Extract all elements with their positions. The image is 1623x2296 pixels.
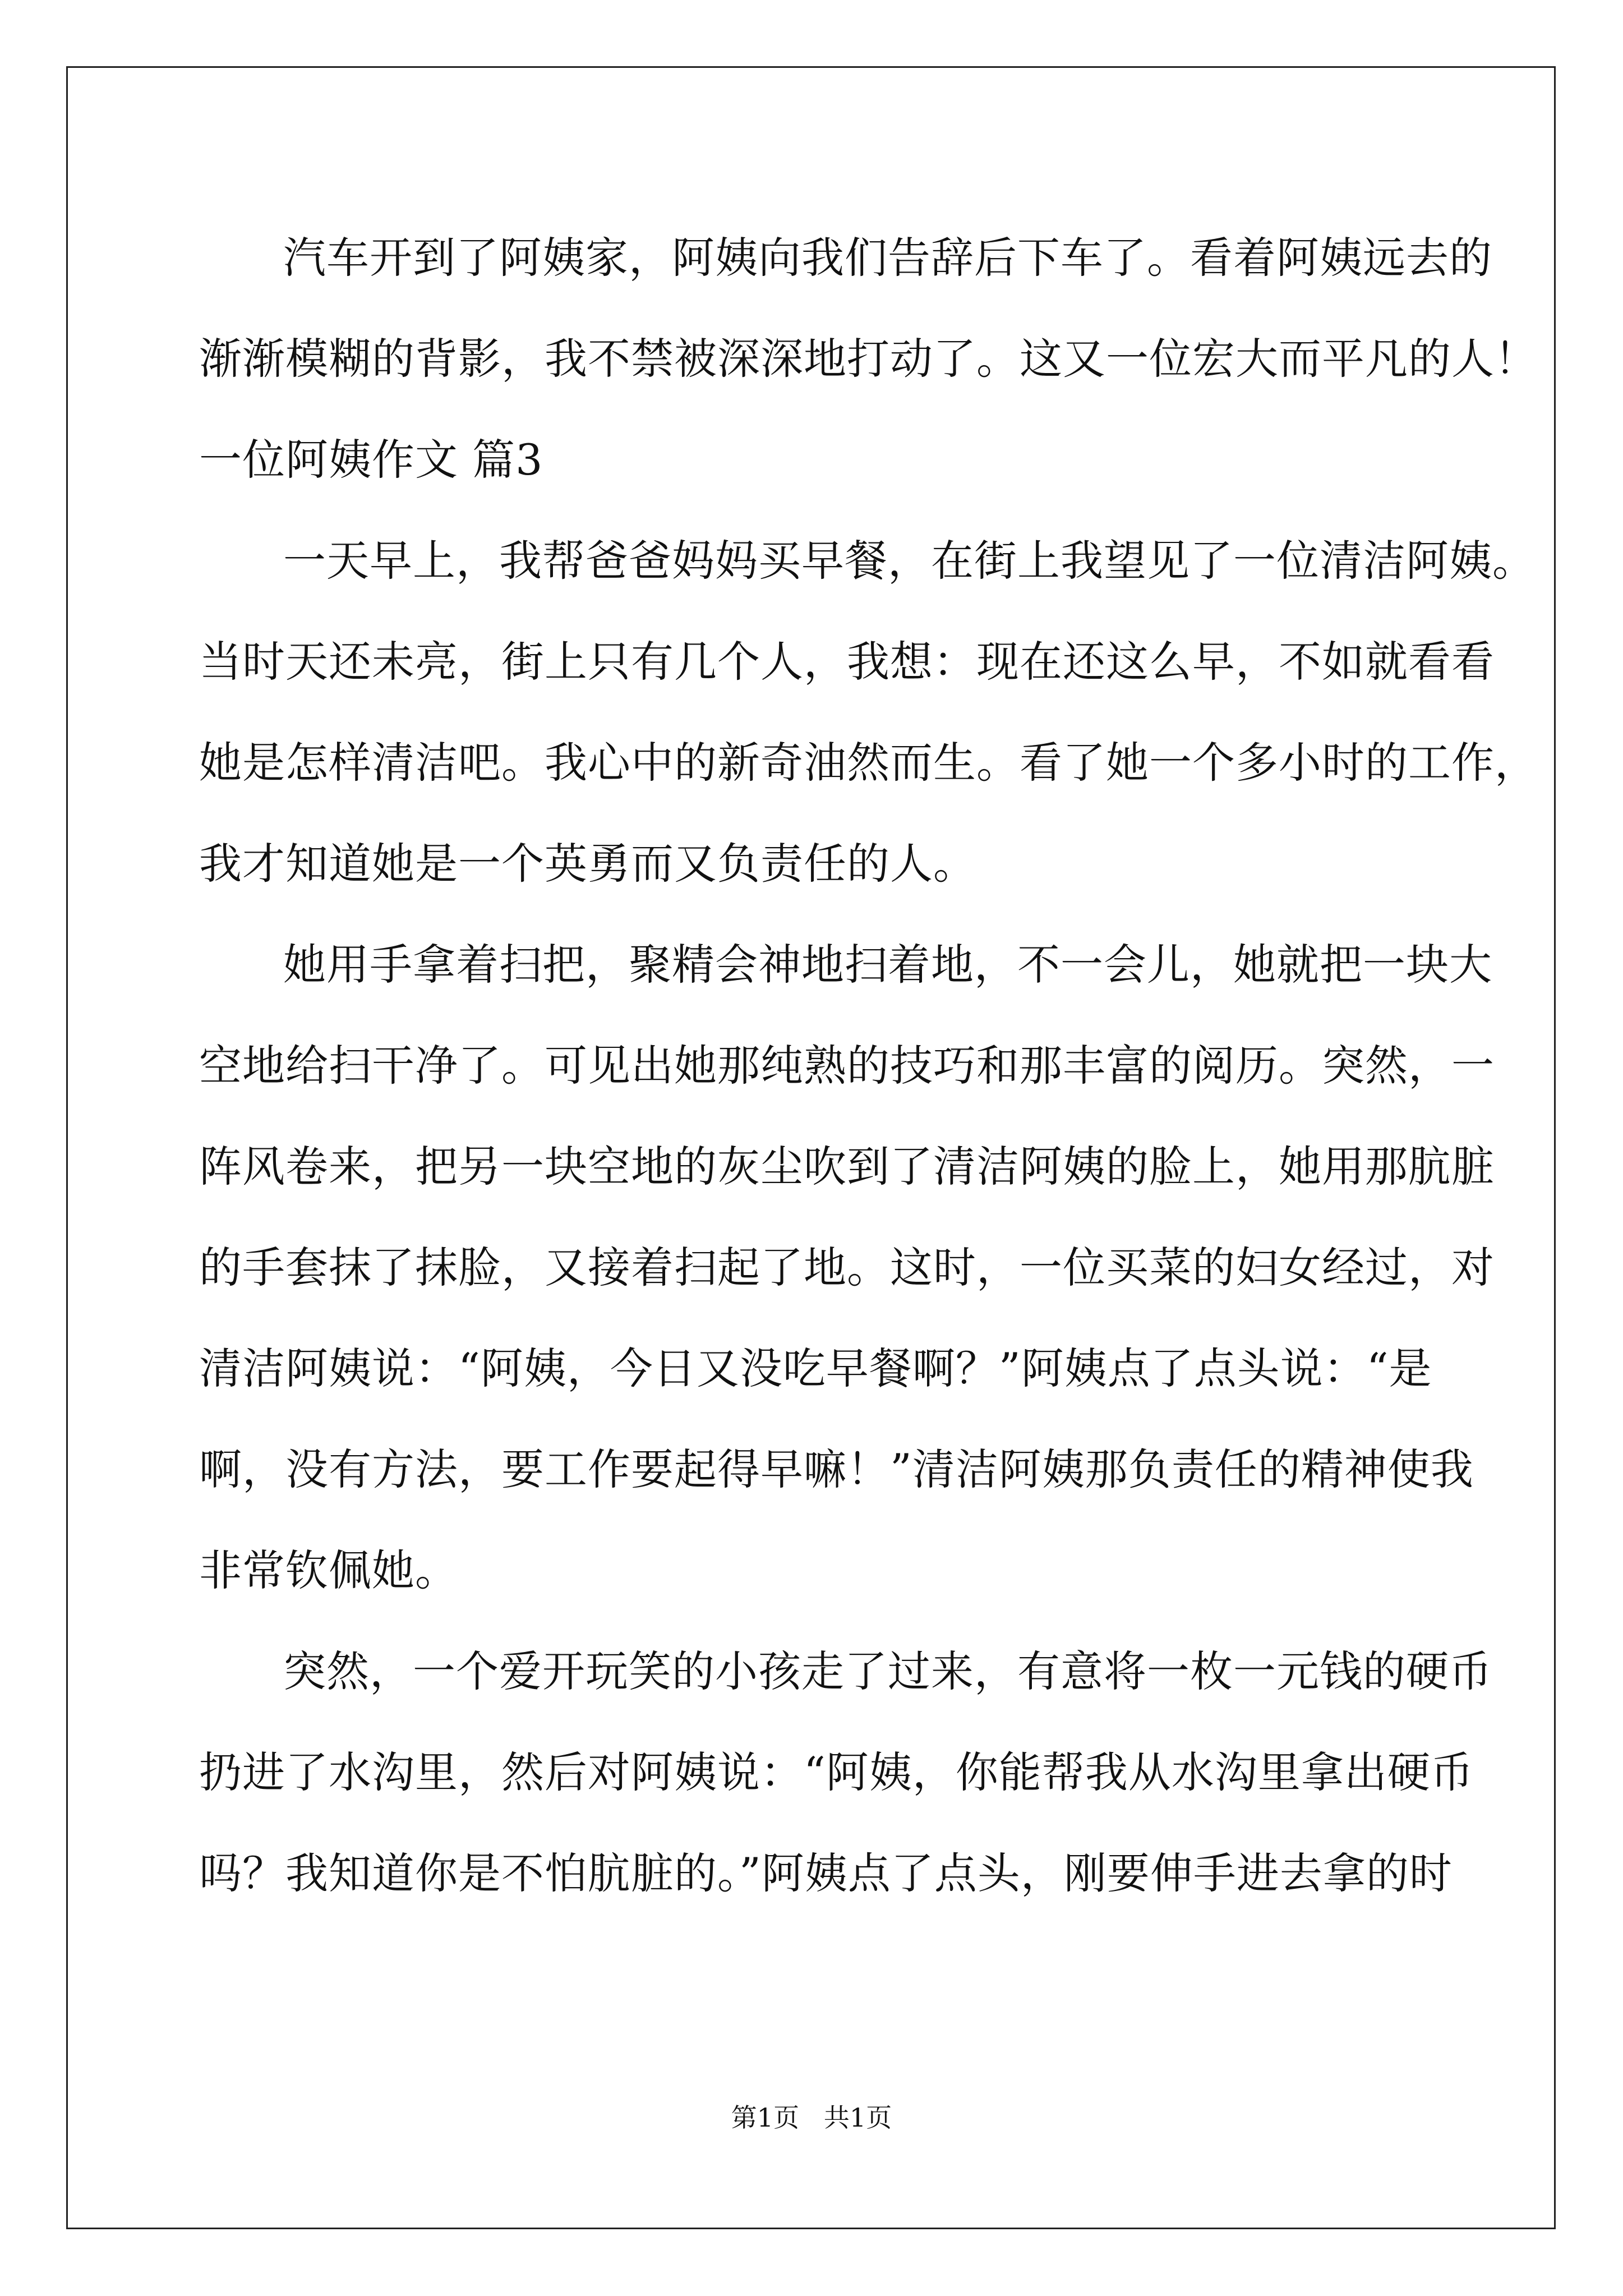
text-line: 吗？我知道你是不怕肮脏的。”阿姨点了点头，刚要伸手进去拿的时 — [199, 1848, 1453, 1898]
text-line: 阵风卷来，把另一块空地的灰尘吹到了清洁阿姨的脸上，她用那肮脏 — [199, 1142, 1495, 1191]
text-line: 她用手拿着扫把，聚精会神地扫着地，不一会儿，她就把一块大 — [283, 940, 1492, 990]
page-number-footer: 第1页 共1页 — [731, 2102, 892, 2133]
text-line: 渐渐模糊的背影，我不禁被深深地打动了。这又一位宏大而平凡的人！ — [199, 334, 1538, 384]
text-line: 扔进了水沟里，然后对阿姨说：“阿姨，你能帮我从水沟里拿出硬币 — [199, 1747, 1474, 1797]
text-line: 的手套抹了抹脸，又接着扫起了地。这时，一位买菜的妇女经过，对 — [199, 1243, 1495, 1292]
text-line: 突然，一个爱开玩笑的小孩走了过来，有意将一枚一元钱的硬币 — [283, 1646, 1492, 1696]
text-line: 她是怎样清洁吧。我心中的新奇油然而生。看了她一个多小时的工作， — [199, 738, 1538, 788]
section-heading: 一位阿姨作文 篇3 — [199, 435, 543, 485]
text-line: 啊，没有方法，要工作要起得早嘛！”清洁阿姨那负责任的精神使我 — [199, 1444, 1474, 1494]
text-line: 当时天还未亮，街上只有几个人，我想：现在还这么早，不如就看看 — [199, 637, 1495, 687]
text-line: 汽车开到了阿姨家，阿姨向我们告辞后下车了。看着阿姨远去的 — [283, 233, 1492, 283]
text-line: 非常钦佩她。 — [199, 1545, 458, 1595]
document-body — [199, 213, 1538, 1930]
text-line: 空地给扫干净了。可见出她那纯熟的技巧和那丰富的阅历。突然，一 — [199, 1041, 1495, 1091]
text-line: 清洁阿姨说：“阿姨，今日又没吃早餐啊？”阿姨点了点头说：“是 — [199, 1343, 1432, 1393]
text-line: 我才知道她是一个英勇而又负责任的人。 — [199, 839, 976, 889]
text-line: 一天早上，我帮爸爸妈妈买早餐，在街上我望见了一位清洁阿姨。 — [283, 536, 1536, 586]
